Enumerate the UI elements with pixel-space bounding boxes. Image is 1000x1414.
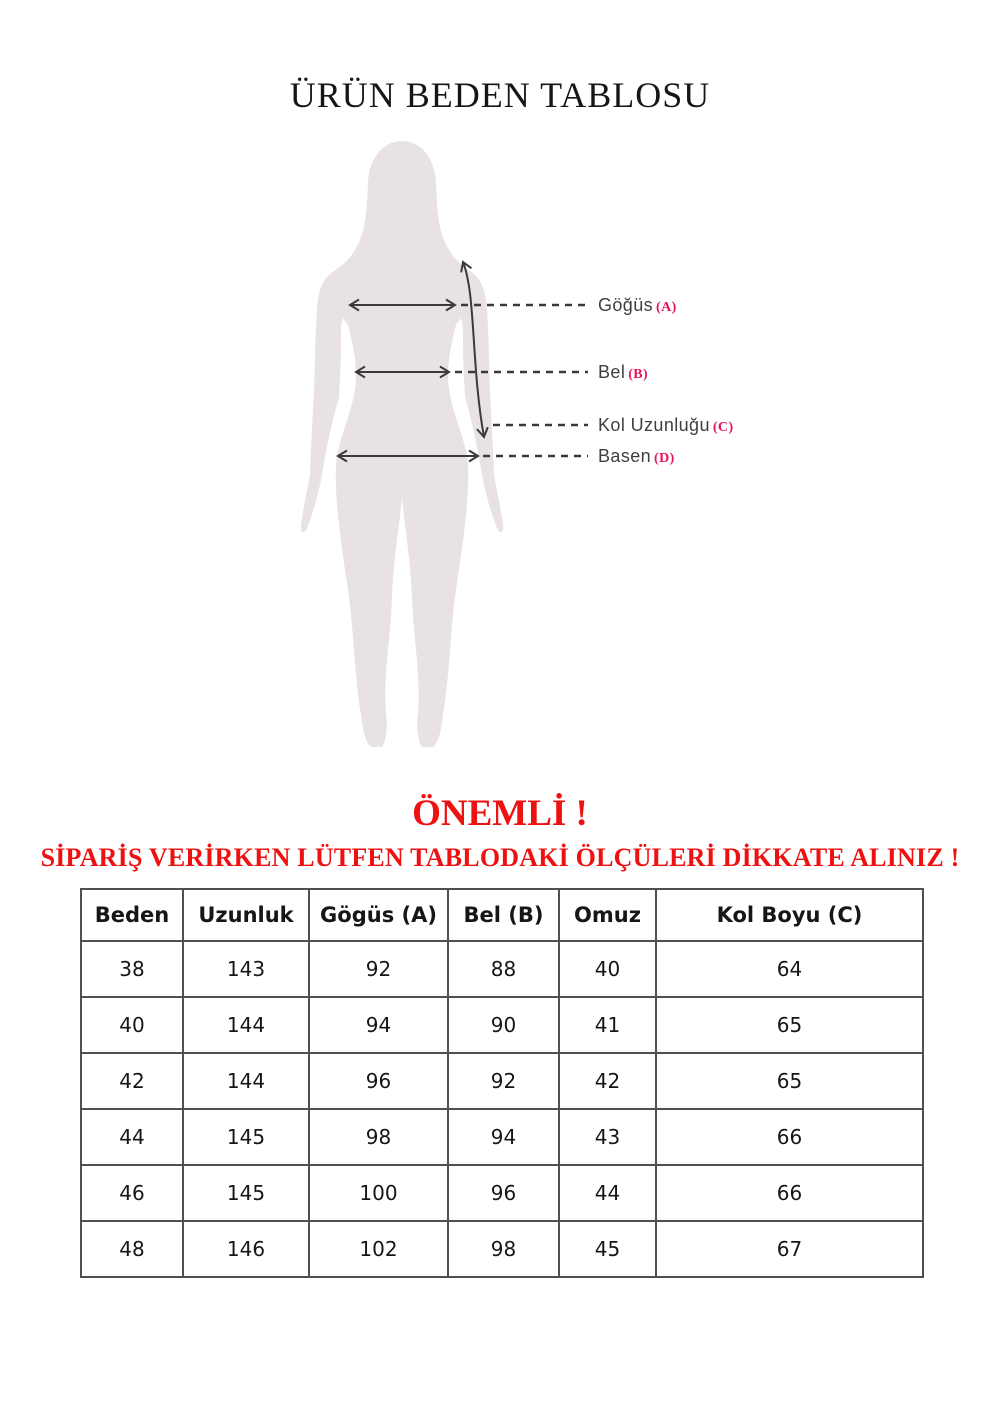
table-cell: 98 [448,1221,559,1277]
label-arm-length [598,414,734,436]
table-cell: 65 [656,997,923,1053]
table-cell: 144 [183,997,309,1053]
table-cell: 88 [448,941,559,997]
table-cell: 96 [448,1165,559,1221]
table-cell: 44 [81,1109,183,1165]
table-row [81,1053,923,1109]
table-cell: 40 [559,941,656,997]
table-cell: 38 [81,941,183,997]
label-arm-length-letter: (C) [712,420,734,435]
table-cell: 94 [448,1109,559,1165]
column-header-beden: Beden [81,889,183,941]
table-cell: 65 [656,1053,923,1109]
table-cell: 90 [448,997,559,1053]
body-measurement-diagram [285,135,605,755]
label-arm-length-text: Kol Uzunluğu [598,415,710,435]
important-heading: ÖNEMLİ ! [412,793,588,834]
page-title: ÜRÜN BEDEN TABLOSU [289,75,711,115]
table-cell: 96 [309,1053,448,1109]
table-header-row [81,889,923,941]
label-chest-letter: (A) [656,300,677,315]
table-cell: 42 [559,1053,656,1109]
table-cell: 98 [309,1109,448,1165]
size-table [80,888,924,1278]
table-cell: 94 [309,997,448,1053]
label-hip-text: Basen [598,446,652,466]
table-cell: 145 [183,1109,309,1165]
table-cell: 66 [656,1165,923,1221]
table-row [81,941,923,997]
table-cell: 48 [81,1221,183,1277]
label-chest [598,294,677,316]
table-cell: 145 [183,1165,309,1221]
label-waist [598,361,648,383]
column-header-bel: Bel (B) [448,889,559,941]
table-cell: 66 [656,1109,923,1165]
column-header-kol-boyu: Kol Boyu (C) [656,889,923,941]
column-header-gogus: Gögüs (A) [309,889,448,941]
column-header-omuz: Omuz [559,889,656,941]
table-cell: 43 [559,1109,656,1165]
label-hip-letter: (D) [654,451,675,466]
column-header-uzunluk: Uzunluk [183,889,309,941]
table-cell: 92 [309,941,448,997]
label-hip [598,445,675,467]
table-row [81,1165,923,1221]
label-waist-text: Bel [598,362,626,382]
label-chest-text: Göğüs [598,295,654,315]
warning-text: SİPARİŞ VERİRKEN LÜTFEN TABLODAKİ ÖLÇÜLERİ DİKKATE ALINIZ ! [40,843,960,872]
table-cell: 144 [183,1053,309,1109]
table-row [81,997,923,1053]
table-cell: 102 [309,1221,448,1277]
table-cell: 42 [81,1053,183,1109]
silhouette-body [324,141,480,747]
table-cell: 67 [656,1221,923,1277]
table-cell: 44 [559,1165,656,1221]
table-cell: 40 [81,997,183,1053]
table-row [81,1109,923,1165]
table-cell: 64 [656,941,923,997]
table-row [81,1221,923,1277]
table-cell: 45 [559,1221,656,1277]
table-cell: 146 [183,1221,309,1277]
label-waist-letter: (B) [628,367,649,382]
table-cell: 100 [309,1165,448,1221]
table-cell: 46 [81,1165,183,1221]
table-cell: 143 [183,941,309,997]
table-cell: 41 [559,997,656,1053]
female-silhouette-figure [285,135,605,755]
table-cell: 92 [448,1053,559,1109]
